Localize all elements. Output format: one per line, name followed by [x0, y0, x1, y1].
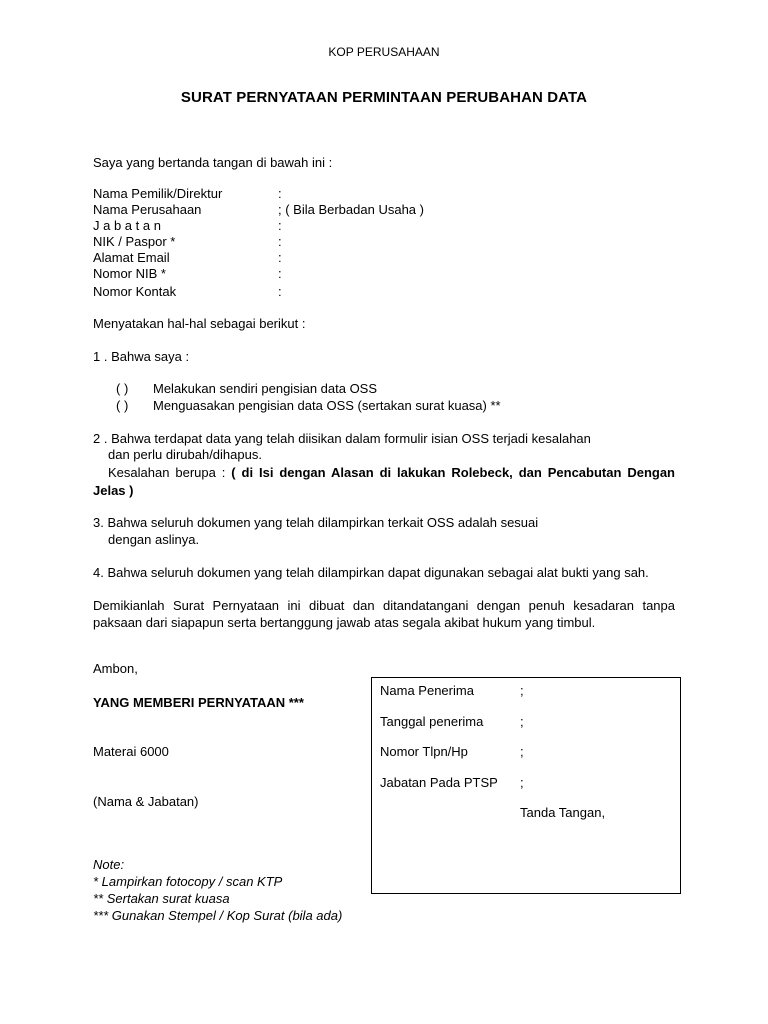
field-row [0, 186, 768, 202]
option-checkbox: ( ) [116, 398, 129, 413]
field-label: NIK / Paspor * [93, 234, 176, 249]
error-detail: ( di Isi dengan Alasan di lakukan Rolebeck, dan Pencabutan Dengan Jelas ) [93, 465, 675, 498]
note-item: * Lampirkan fotocopy / scan KTP [93, 874, 283, 889]
statement-intro: Menyatakan hal-hal sebagai berikut : [93, 316, 306, 331]
field-row [0, 234, 768, 250]
receiver-row [372, 744, 680, 760]
field-label: Alamat Email [93, 250, 170, 265]
receiver-colon: ; [520, 775, 524, 790]
field-row [0, 202, 768, 218]
field-colon: : [278, 234, 282, 249]
field-label: Nama Perusahaan [93, 202, 202, 217]
receiver-row [372, 714, 680, 730]
field-colon: : [278, 186, 282, 201]
point-3-line-1: 3. Bahwa seluruh dokumen yang telah dilampirkan terkait OSS adalah sesuai [93, 515, 539, 530]
notes-heading: Note: [93, 857, 125, 872]
field-colon: : [278, 250, 282, 265]
option-text: Menguasakan pengisian data OSS (sertakan surat kuasa) ** [153, 398, 501, 413]
receiver-row [372, 683, 680, 699]
receiver-row [372, 775, 680, 791]
note-item: *** Gunakan Stempel / Kop Surat (bila ada) [93, 908, 343, 923]
stamp-placeholder: Materai 6000 [93, 744, 169, 759]
receiver-colon: ; [520, 744, 524, 759]
receiver-box [371, 677, 681, 894]
field-row [0, 266, 768, 282]
option-row [0, 381, 768, 397]
option-row [0, 398, 768, 414]
document-title: SURAT PERNYATAAN PERMINTAAN PERUBAHAN DATA [180, 89, 588, 106]
field-colon: : [278, 218, 282, 233]
field-colon: : [278, 266, 282, 281]
receiver-colon: ; [520, 683, 524, 698]
field-row [0, 250, 768, 266]
field-label: Nomor Kontak [93, 284, 177, 299]
field-colon: ; ( Bila Berbadan Usaha ) [278, 202, 424, 217]
point-3-line-2: dengan aslinya. [108, 532, 200, 547]
point-4: 4. Bahwa seluruh dokumen yang telah dilampirkan dapat digunakan sebagai alat bukti yang sah. [93, 565, 649, 580]
receiver-signature-label: Tanda Tangan, [520, 805, 606, 820]
receiver-label: Nama Penerima [380, 683, 474, 698]
closing-paragraph: Demikianlah Surat Pernyataan ini dibuat dan ditandatangani dengan penuh kesadaran tanpa paksaan dari siapapun serta bertanggung jawab atas segala akibat hukum yang timbul. [93, 598, 675, 630]
point-2-line-2: dan perlu dirubah/dihapus. [108, 447, 262, 462]
field-label: Nomor NIB * [93, 266, 166, 281]
point-1-heading: 1 . Bahwa saya : [93, 349, 190, 364]
point-2-error-description [93, 464, 675, 500]
receiver-label: Tanggal penerima [380, 714, 484, 729]
point-2-line-1: 2 . Bahwa terdapat data yang telah diisikan dalam formulir isian OSS terjadi kesalahan [93, 431, 591, 446]
receiver-colon: ; [520, 714, 524, 729]
name-position-placeholder: (Nama & Jabatan) [93, 794, 199, 809]
signature-giver: YANG MEMBERI PERNYATAAN *** [93, 695, 304, 710]
intro-text: Saya yang bertanda tangan di bawah ini : [93, 155, 333, 170]
note-item: ** Sertakan surat kuasa [93, 891, 230, 906]
field-row [0, 284, 768, 300]
option-checkbox: ( ) [116, 381, 129, 396]
field-colon: : [278, 284, 282, 299]
signature-place: Ambon, [93, 661, 138, 676]
option-text: Melakukan sendiri pengisian data OSS [153, 381, 378, 396]
company-letterhead: KOP PERUSAHAAN [328, 45, 440, 59]
receiver-label: Nomor Tlpn/Hp [380, 744, 468, 759]
field-row [0, 218, 768, 234]
error-prefix: Kesalahan berupa : [108, 465, 232, 480]
receiver-label: Jabatan Pada PTSP [380, 775, 498, 790]
field-label: J a b a t a n [93, 218, 161, 233]
field-label: Nama Pemilik/Direktur [93, 186, 223, 201]
